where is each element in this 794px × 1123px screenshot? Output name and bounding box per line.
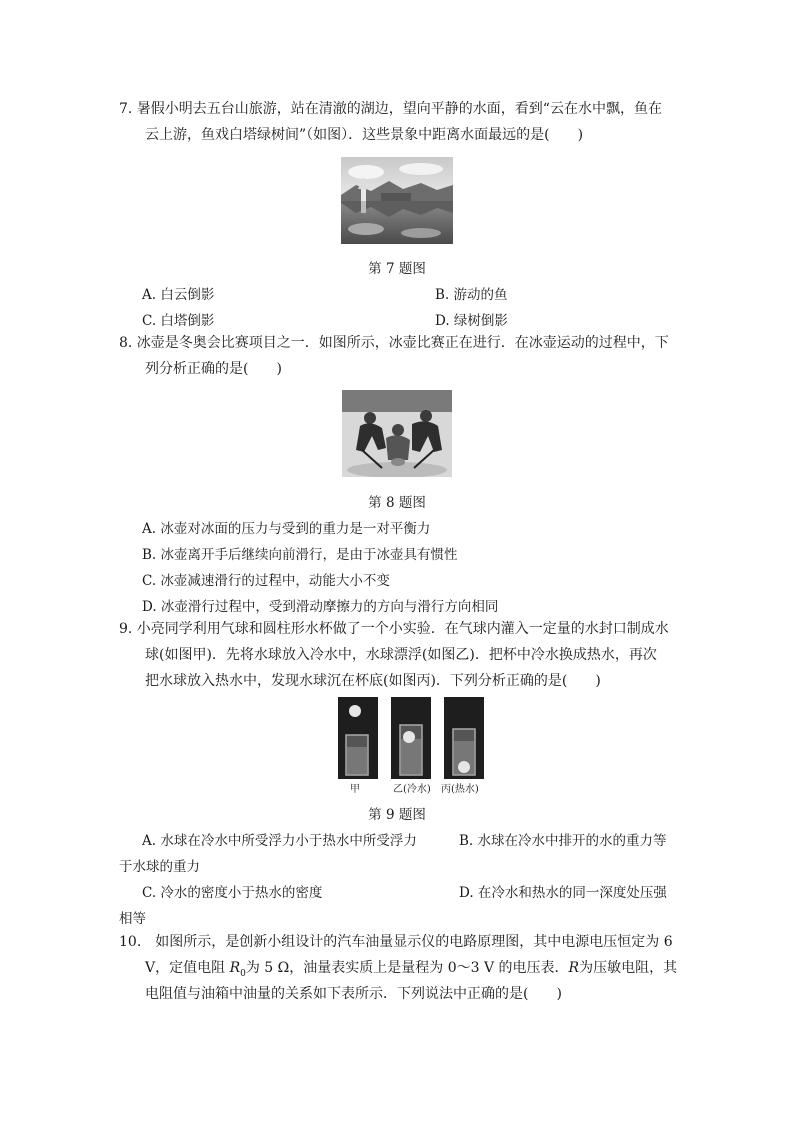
figure-7-lake-photo (341, 157, 453, 244)
question-7-line-2: 云上游，鱼戏白塔绿树间”（如图）．这些景象中距离水面最远的是( ) (145, 127, 584, 143)
question-7-option-a[interactable]: A. 白云倒影 (142, 287, 215, 303)
question-7-line-1: 7. 暑假小明去五台山旅游，站在清澈的湖边，望向平静的水面，看到“云在水中飘，鱼在 (119, 101, 662, 117)
resistor-r0-subscript: 0 (240, 968, 246, 979)
question-8-option-a[interactable]: A. 冰壶对冰面的压力与受到的重力是一对平衡力 (142, 521, 431, 537)
question-9-option-c[interactable]: C. 冷水的密度小于热水的密度 (142, 885, 323, 901)
question-9-option-b-continued: 于水球的重力 (119, 859, 200, 875)
question-8 (119, 330, 679, 382)
figure-7-caption: 第 7 题图 (368, 261, 426, 277)
question-9-line-1: 9. 小亮同学利用气球和圆柱形水杯做了一个小实验．在气球内灌入一定量的水封口制成水 (119, 621, 669, 637)
question-10-line-2-a: V，定值电阻 (145, 960, 230, 976)
question-7-option-b[interactable]: B. 游动的鱼 (435, 287, 508, 303)
question-10 (119, 929, 679, 1007)
question-7-option-d[interactable]: D. 绿树倒影 (435, 313, 508, 329)
question-9-option-a[interactable]: A. 水球在冷水中所受浮力小于热水中所受浮力 (142, 833, 417, 849)
question-8-option-c[interactable]: C. 冰壶减速滑行的过程中，动能大小不变 (142, 573, 390, 589)
figure-9-label-yi: 乙(冷水) (393, 784, 431, 795)
question-8-line-2: 列分析正确的是( ) (145, 361, 282, 377)
question-9-option-d[interactable]: D. 在冷水和热水的同一深度处压强 (459, 885, 667, 901)
resistor-r-symbol: R (568, 960, 580, 976)
figure-8-curling-photo (342, 390, 452, 477)
question-9 (119, 616, 679, 694)
question-8-option-b[interactable]: B. 冰壶离开手后继续向前滑行，是由于冰壶具有惯性 (142, 547, 458, 563)
question-9-option-b[interactable]: B. 水球在冷水中排开的水的重力等 (459, 833, 667, 849)
figure-9-label-bing: 丙(热水) (441, 784, 479, 795)
question-9-line-3: 把水球放入热水中，发现水球沉在杯底(如图丙)．下列分析正确的是( ) (145, 673, 601, 689)
question-10-line-2-b: 为 5 Ω，油量表实质上是量程为 0～3 V 的电压表． (245, 960, 569, 976)
question-10-line-2 (119, 955, 679, 981)
figure-9-cups-photo (338, 697, 486, 779)
question-9-line-2: 球(如图甲)．先将水球放入冷水中，水球漂浮(如图乙)．把杯中冷水换成热水，再次 (145, 647, 657, 663)
resistor-r0-symbol: R (229, 960, 241, 976)
question-7-option-c[interactable]: C. 白塔倒影 (142, 313, 215, 329)
question-8-option-d[interactable]: D. 冰壶滑行过程中，受到滑动摩擦力的方向与滑行方向相同 (142, 599, 499, 615)
figure-9-caption: 第 9 题图 (368, 807, 426, 823)
question-10-line-1: 10. 如图所示，是创新小组设计的汽车油量显示仪的电路原理图，其中电源电压恒定为 6 (119, 934, 673, 950)
question-7 (119, 96, 679, 148)
question-8-line-1: 8. 冰壶是冬奥会比赛项目之一．如图所示，冰壶比赛正在进行．在冰壶运动的过程中，下 (119, 335, 669, 351)
question-10-line-3: 电阻值与油箱中油量的关系如下表所示．下列说法中正确的是( ) (145, 986, 562, 1002)
figure-9-label-jia: 甲 (350, 784, 360, 795)
question-9-option-d-continued: 相等 (119, 911, 146, 927)
figure-8-caption: 第 8 题图 (368, 495, 426, 511)
question-10-line-2-c: 为压敏电阻，其 (579, 960, 678, 976)
